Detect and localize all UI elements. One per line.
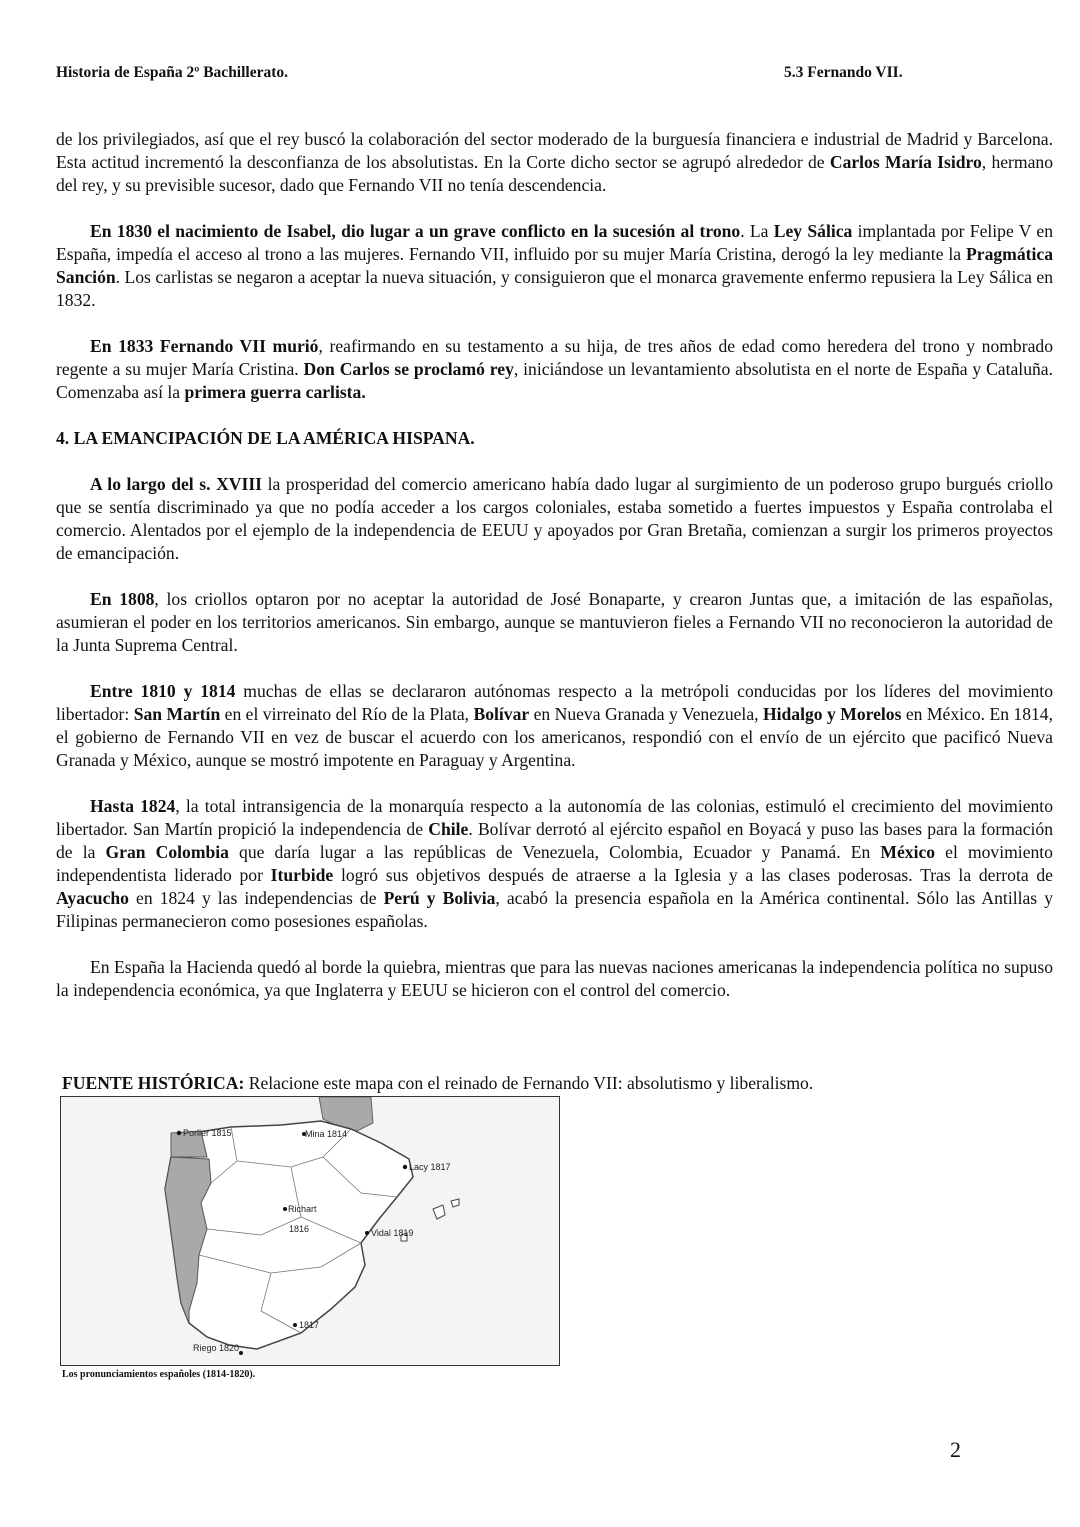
text-run: en el virreinato del Río de la Plata, bbox=[220, 704, 474, 724]
text-run: muchas de ellas se declararon autónomas respecto a la metrópoli conducidas por los líderes del movimiento libertador: bbox=[56, 681, 1053, 724]
bold-text: San Martín bbox=[133, 704, 221, 724]
map-label-richart-year: 1816 bbox=[289, 1224, 310, 1234]
map-label-vidal: Vidal 1819 bbox=[371, 1228, 414, 1238]
text-run: en Nueva Granada y Venezuela, bbox=[529, 704, 763, 724]
bold-text: Chile bbox=[428, 819, 469, 839]
bold-text: Don Carlos se proclamó rey bbox=[303, 359, 514, 379]
paragraph bbox=[56, 128, 1053, 197]
bold-text: Hasta 1824 bbox=[90, 796, 176, 816]
map-label-lacy: Lacy 1817 bbox=[409, 1162, 451, 1172]
bold-text: Ayacucho bbox=[56, 888, 129, 908]
bold-text: primera guerra carlista. bbox=[184, 382, 366, 402]
text-run: , reafirmando en su testamento a su hija, de tres años de edad como heredera del trono y nombrado regente a su mujer María Cristina. bbox=[56, 336, 1053, 379]
fuente-text: Relacione este mapa con el reinado de Fernando VII: absolutismo y liberalismo. bbox=[244, 1073, 814, 1093]
document-body bbox=[56, 128, 1053, 1025]
text-run: , iniciándose un levantamiento absolutista en el norte de España y Cataluña. Comenzaba así la bbox=[56, 359, 1053, 402]
text-run: , hermano del rey, y su previsible sucesor, dado que Fernando VII no tenía descendencia. bbox=[56, 152, 1053, 195]
bold-text: Perú y Bolivia bbox=[383, 888, 496, 908]
text-run: , la total intransigencia de la monarquía respecto a la autonomía de las colonias, estimuló el crecimiento del movimiento libertador. San Martín propició la independencia de bbox=[56, 796, 1053, 839]
paragraph bbox=[56, 956, 1053, 1002]
map-label-riego: Riego 1820 bbox=[193, 1343, 240, 1353]
text-run: el movimiento independentista liderado por bbox=[56, 842, 1053, 885]
map-label-1817: 1817 bbox=[299, 1320, 320, 1330]
bold-text: En 1808 bbox=[90, 589, 155, 609]
bold-text: Iturbide bbox=[270, 865, 334, 885]
bold-text: Ley Sálica bbox=[773, 221, 853, 241]
text-run: , los criollos optaron por no aceptar la autoridad de José Bonaparte, y crearon Juntas que, a imitación de las españolas, asumieran el poder en los territorios americanos. Sin embargo, aunque se mantuvieron fieles a Fernando VII no reconocieron la autoridad de la Junta Suprema Central. bbox=[56, 589, 1054, 655]
iberia-map bbox=[61, 1097, 559, 1365]
text-run: de los privilegiados, así que el rey buscó la colaboración del sector moderado de la burguesía financiera e industrial de Madrid y Barcelona. Esta actitud incrementó la desconfianza de los absolutistas. En la Corte dicho sector se agrupó alrededor de bbox=[56, 129, 1053, 172]
bold-text: En 1830 el nacimiento de Isabel, dio lugar a un grave conflicto en la sucesión al trono bbox=[90, 221, 741, 241]
bold-text: Bolívar bbox=[473, 704, 530, 724]
text-run: implantada por Felipe V en España, impedía el acceso al trono a las mujeres. Fernando VII, influido por su mujer María Cristina, derogó la ley mediante la bbox=[56, 221, 1054, 264]
fuente-historica bbox=[62, 1072, 813, 1095]
page-number: 2 bbox=[950, 1437, 961, 1462]
text-run: logró sus objetivos después de atraerse a la Iglesia y a las clases poderosas. Tras la derrota de bbox=[333, 865, 1053, 885]
bold-text: Entre 1810 y 1814 bbox=[90, 681, 236, 701]
paragraph bbox=[56, 473, 1053, 565]
text-run: que daría lugar a las repúblicas de Venezuela, Colombia, Ecuador y Panamá. En bbox=[228, 842, 881, 862]
section-heading: 4. LA EMANCIPACIÓN DE LA AMÉRICA HISPANA. bbox=[56, 428, 475, 448]
bold-text: Carlos María Isidro bbox=[829, 152, 982, 172]
page-header bbox=[56, 64, 1024, 86]
bold-text: Gran Colombia bbox=[105, 842, 229, 862]
bold-text: México bbox=[880, 842, 936, 862]
bold-text: Hidalgo y Morelos bbox=[762, 704, 902, 724]
paragraph bbox=[56, 795, 1053, 933]
text-run: . Los carlistas se negaron a aceptar la nueva situación, y consiguieron que el monarca gravemente enfermo repusiera la Ley Sálica en 1832. bbox=[56, 267, 1053, 310]
paragraph bbox=[56, 680, 1053, 772]
bold-text: Pragmática Sanción bbox=[56, 244, 1053, 287]
paragraph bbox=[56, 588, 1053, 657]
text-run: en México. En 1814, el gobierno de Fernando VII en vez de buscar el acuerdo con los americanos, respondió con el envío de un ejército que pacificó Nueva Granada y México, aunque se mostró impotente en Paraguay y Argentina. bbox=[56, 704, 1053, 770]
bold-text: En 1833 Fernando VII murió bbox=[90, 336, 319, 356]
paragraph bbox=[56, 335, 1053, 404]
bold-text: A lo largo del s. XVIII bbox=[90, 474, 263, 494]
header-topic: 5.3 Fernando VII. bbox=[784, 64, 903, 81]
text-run: En España la Hacienda quedó al borde la quiebra, mientras que para las nuevas naciones americanas la independencia política no supuso la independencia económica, ya que Inglaterra y EEUU se hicieron con el control del comercio. bbox=[56, 957, 1053, 1000]
map-label-mina: Mina 1814 bbox=[305, 1129, 348, 1139]
header-course: Historia de España 2º Bachillerato. bbox=[56, 64, 289, 81]
map-label-richart: Richart bbox=[288, 1204, 317, 1214]
text-run: . La bbox=[740, 221, 774, 241]
text-run: , acabó la presencia española en la América continental. Sólo las Antillas y Filipinas permanecieron como posesiones españolas. bbox=[56, 888, 1053, 931]
text-run: . Bolívar derrotó al ejército español en Boyacá y puso las bases para la formación de la bbox=[56, 819, 1053, 862]
text-run: la prosperidad del comercio americano había dado lugar al surgimiento de un poderoso grupo burgués criollo que se sentía discriminado ya que no podía acceder a los cargos coloniales, estaba sometido a fuertes impuestos y España controlaba el comercio. Alentados por el ejemplo de la independencia de EEUU y apoyados por Gran Bretaña, comienzan a surgir los primeros proyectos de emancipación. bbox=[56, 474, 1053, 563]
map-label-porlier: Porlier 1815 bbox=[183, 1128, 232, 1138]
text-run: en 1824 y las independencias de bbox=[128, 888, 384, 908]
map-caption: Los pronunciamientos españoles (1814-1820). bbox=[62, 1369, 256, 1380]
paragraph bbox=[56, 220, 1053, 312]
map-figure bbox=[60, 1096, 560, 1366]
fuente-label: FUENTE HISTÓRICA: bbox=[62, 1073, 245, 1093]
